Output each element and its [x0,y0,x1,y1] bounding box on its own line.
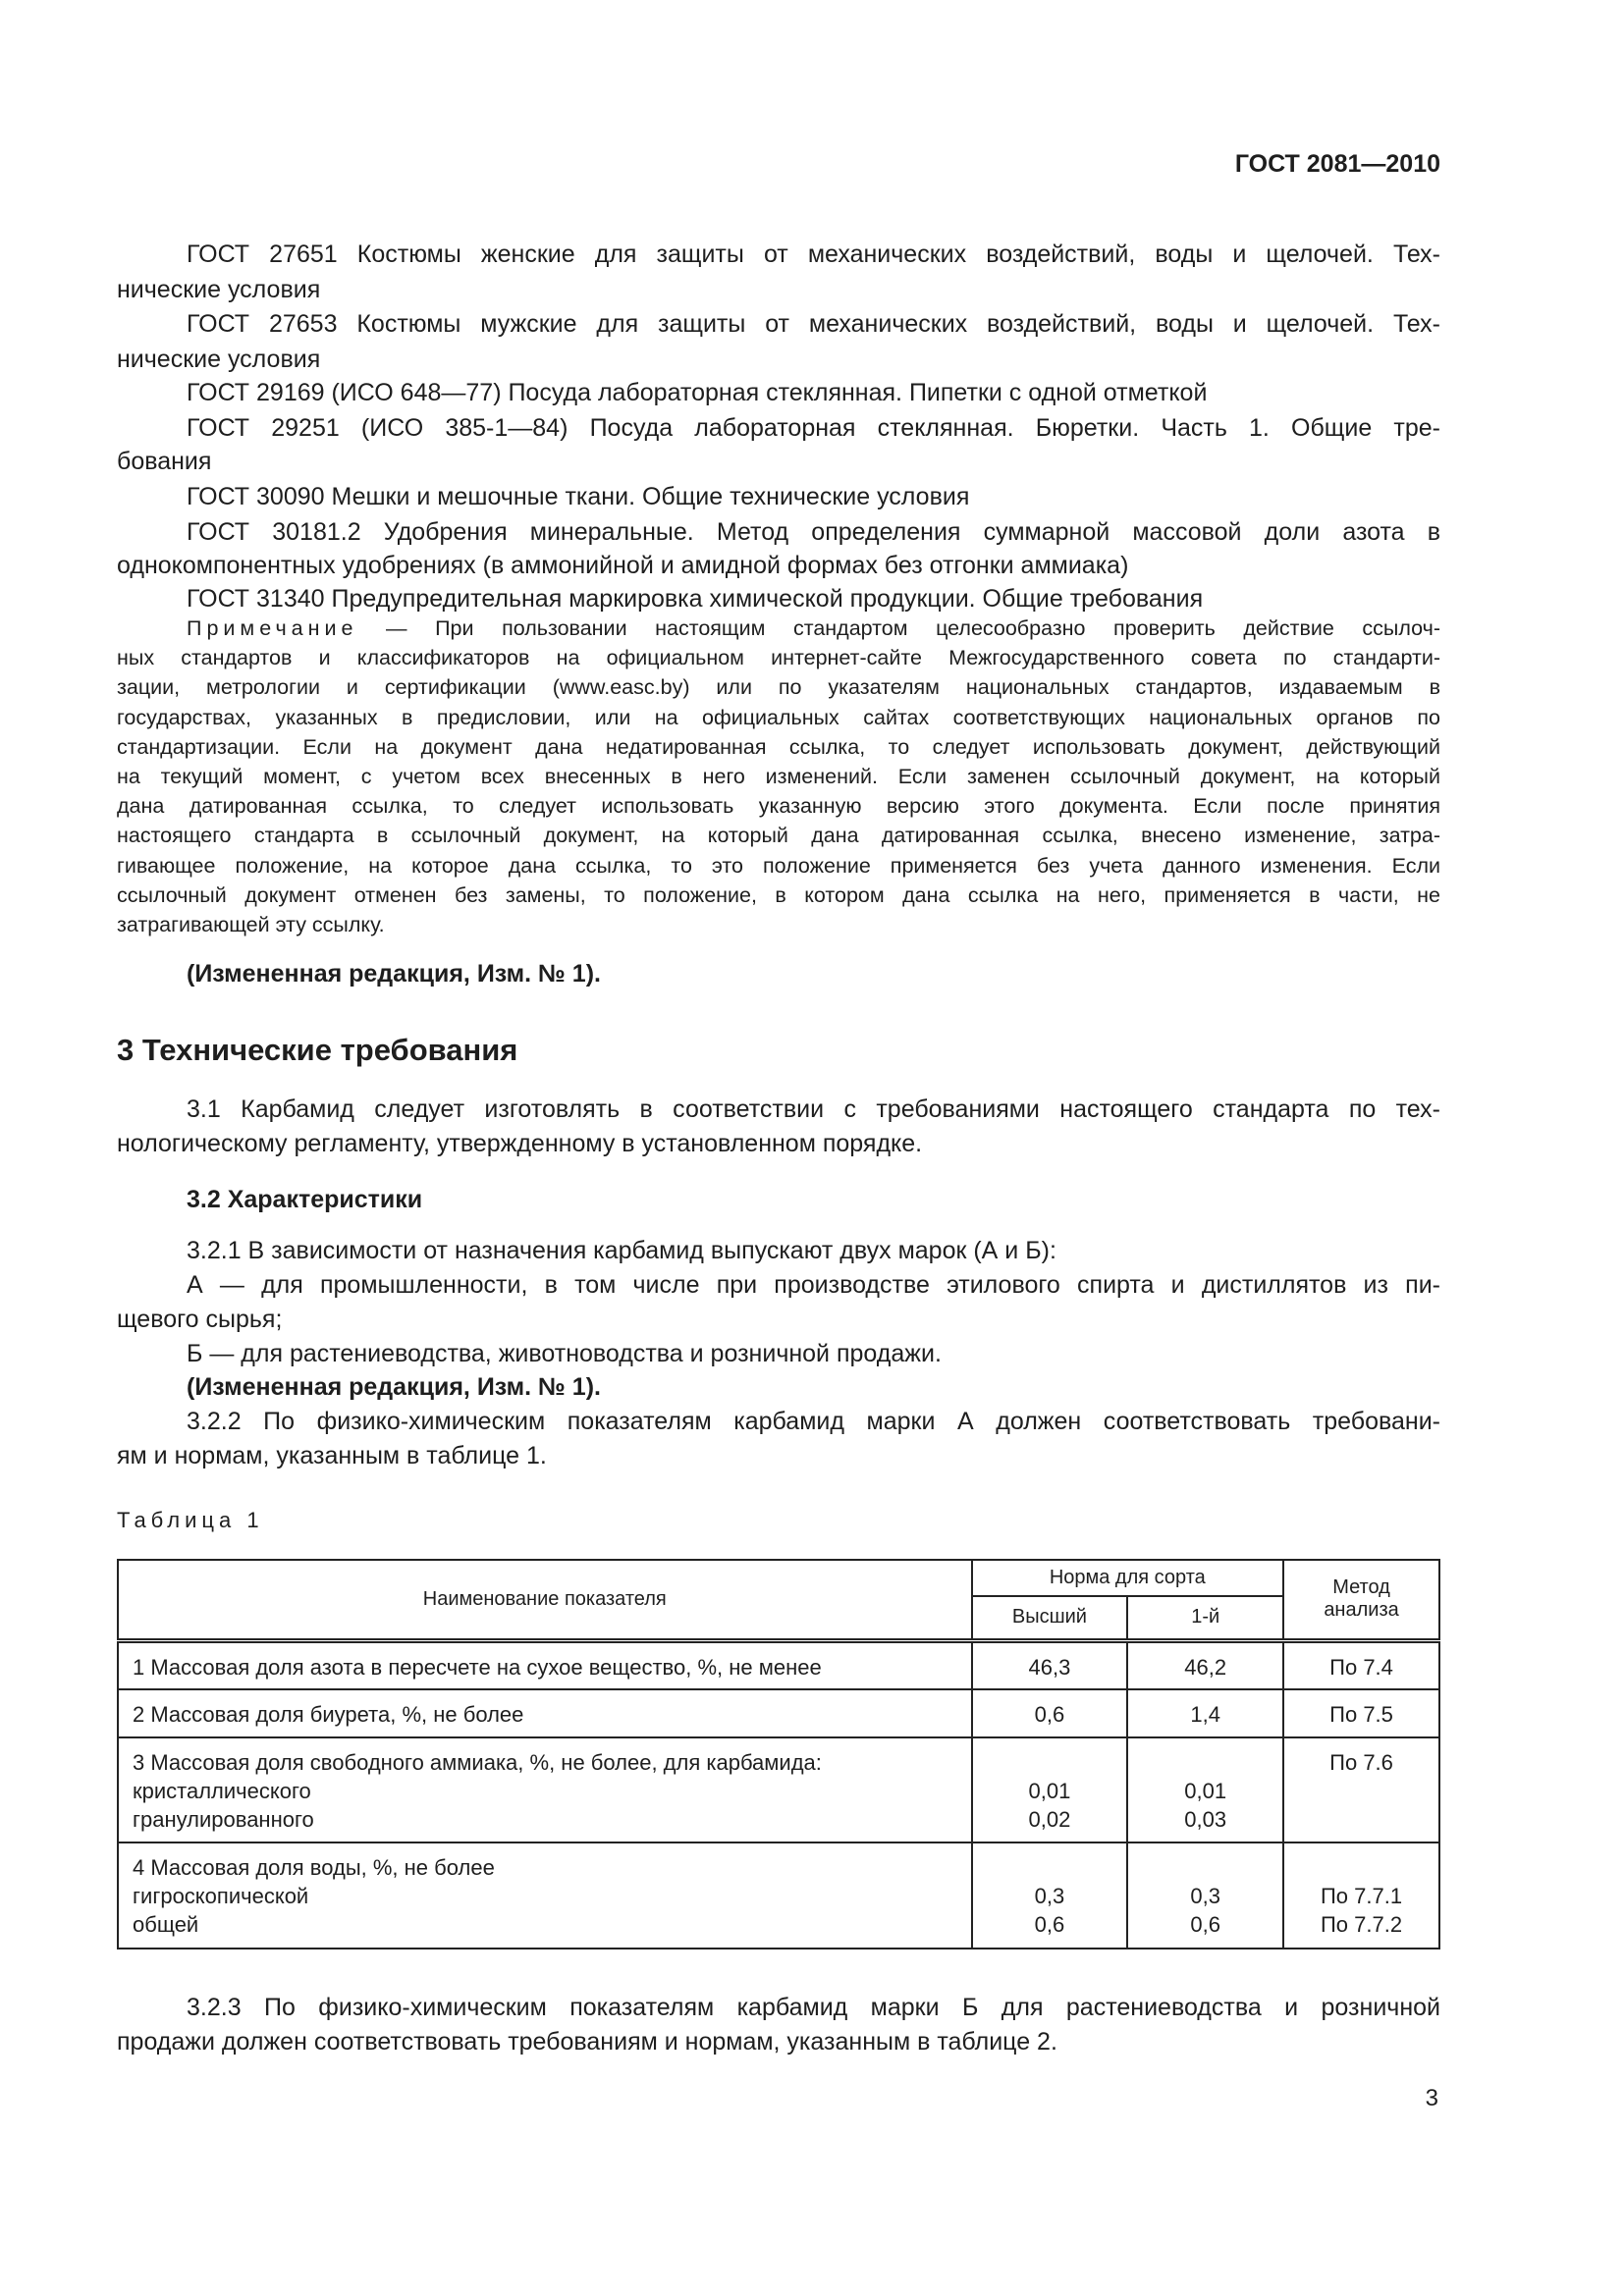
cell-line: По 7.6 [1329,1750,1393,1775]
reference-line: ГОСТ 30090 Мешки и мешочные ткани. Общие технические условия [187,483,970,510]
subsection-heading: 3.2 Характеристики [187,1186,423,1213]
cell-line [1128,1853,1282,1882]
cell-line: По 7.7.2 [1320,1912,1403,1937]
reference-line: нические условия [117,276,321,303]
note-line: затрагивающей эту ссылку. [117,913,385,936]
reference-line: ГОСТ 31340 Предупредительная маркировка химической продукции. Общие требования [187,585,1204,613]
cell-first [1127,1842,1283,1949]
cell-line: 0,3 [1034,1884,1065,1908]
cell-first [1127,1737,1283,1842]
cell-method [1283,1842,1439,1949]
reference-line: однокомпонентных удобрениях (в аммонийной и амидной формах без отгонки аммиака) [117,552,1129,579]
cell-top [972,1737,1128,1842]
table-row [118,1737,1439,1842]
cell-line [1128,1748,1282,1777]
reference-line: ГОСТ 29169 (ИСО 648—77) Посуда лабораторная стеклянная. Пипетки с одной отметкой [187,379,1208,406]
cell-line [1284,1853,1438,1882]
note-line: на текущий момент, с учетом всех внесенных в него изменений. Если заменен ссылочный документ, на который [117,765,1440,788]
cell-first [1127,1689,1283,1737]
col-header-method: Метод анализа [1283,1560,1439,1640]
cell-line [973,1748,1127,1777]
note-line: дана датированная ссылка, то следует использовать указанную версию этого документа. Если после принятия [117,794,1440,819]
paragraph-line: 3.2.1 В зависимости от назначения карбамид выпускают двух марок (А и Б): [187,1237,1056,1264]
reference-line: нические условия [117,346,321,373]
cell-line: общей [133,1912,199,1937]
document-header: ГОСТ 2081—2010 [1234,150,1440,178]
cell-top [972,1640,1128,1689]
note-line: гивающее положение, на которое дана ссылка, то это положение применяется без учета данного изменения. Если [117,853,1440,878]
table-row [118,1689,1439,1737]
cell-line: По 7.7.1 [1320,1884,1403,1908]
note-line: настоящего стандарта в ссылочный документ, на который дана датированная ссылка, внесено изменение, затра- [117,824,1440,848]
paragraph-line: ям и нормам, указанным в таблице 1. [117,1442,547,1469]
cell-line: 0,01 [1184,1779,1227,1803]
cell-method [1283,1689,1439,1737]
cell-line: 0,3 [1190,1884,1220,1908]
cell-line: 0,03 [1184,1807,1227,1832]
cell-line: кристаллического [133,1779,311,1803]
cell-line: 46,2 [1184,1654,1227,1680]
reference-line: ГОСТ 30181.2 Удобрения минеральные. Метод определения суммарной массовой доли азота в [187,518,1440,546]
cell-name [118,1689,972,1737]
cell-line [973,1853,1127,1882]
cell-line: 0,02 [1028,1807,1071,1832]
cell-name [118,1842,972,1949]
cell-line: 3 Массовая доля свободного аммиака, %, не более, для карбамида: [133,1750,822,1775]
amendment-note: (Измененная редакция, Изм. № 1). [187,960,601,988]
cell-name [118,1737,972,1842]
cell-line: По 7.4 [1329,1654,1393,1680]
cell-line: 2 Массовая доля биурета, %, не более [133,1702,524,1727]
cell-top [972,1842,1128,1949]
cell-top [972,1689,1128,1737]
note-line: стандартизации. Если на документ дана недатированная ссылка, то следует использовать документ, действующий [117,734,1440,759]
cell-method [1283,1640,1439,1689]
paragraph-line: нологическому регламенту, утвержденному в установленном порядке. [117,1130,923,1157]
cell-line: 1,4 [1190,1702,1220,1727]
reference-line: бования [117,448,212,475]
reference-line: ГОСТ 27653 Костюмы мужские для защиты от механических воздействий, воды и щелочей. Тех- [187,310,1440,338]
paragraph-line: А — для промышленности, в том числе при производстве этилового спирта и дистиллятов из пи- [187,1271,1440,1299]
note-line: зации, метрологии и сертификации (www.easc.by) или по указателям национальных стандартов, издаваемым в [117,675,1440,700]
reference-line: ГОСТ 27651 Костюмы женские для защиты от механических воздействий, воды и щелочей. Тех- [187,240,1440,268]
paragraph-line: 3.2.2 По физико-химическим показателям карбамид марки А должен соответствовать требовани- [187,1408,1440,1435]
reference-line: ГОСТ 29251 (ИСО 385-1—84) Посуда лабораторная стеклянная. Бюретки. Часть 1. Общие тре- [187,414,1440,442]
col-header-norm: Норма для сорта [972,1560,1284,1596]
table-1 [117,1559,1440,1949]
cell-line: 1 Массовая доля азота в пересчете на сухое вещество, %, не менее [133,1654,822,1680]
cell-method [1283,1737,1439,1842]
cell-line: 0,01 [1028,1779,1071,1803]
paragraph-line: щевого сырья; [117,1306,283,1333]
cell-line: 0,6 [1034,1702,1065,1727]
cell-line: 46,3 [1028,1654,1071,1680]
cell-line: 0,6 [1034,1912,1065,1937]
col-header-top-grade: Высший [972,1596,1128,1640]
paragraph-line: 3.1 Карбамид следует изготовлять в соответствии с требованиями настоящего стандарта по тех- [187,1095,1440,1123]
page-number: 3 [1425,2085,1438,2111]
paragraph-line: продажи должен соответствовать требованиям и нормам, указанным в таблице 2. [117,2028,1057,2056]
note-line [187,614,1440,642]
cell-line: гранулированного [133,1807,314,1832]
cell-line: 4 Массовая доля воды, %, не более [133,1855,495,1880]
col-header-name: Наименование показателя [118,1560,972,1640]
table-caption: Таблица 1 [117,1508,264,1532]
note-line: ных стандартов и классификаторов на официальном интернет-сайте Межгосударственного совета по стандарти- [117,646,1440,670]
paragraph-line: 3.2.3 По физико-химическим показателям карбамид марки Б для растениеводства и розничной [187,1994,1440,2021]
cell-line: По 7.5 [1329,1702,1393,1727]
paragraph-line: Б — для растениеводства, животноводства и розничной продажи. [187,1340,942,1367]
table-row [118,1842,1439,1949]
col-header-first-grade: 1-й [1127,1596,1283,1640]
amendment-note: (Измененная редакция, Изм. № 1). [187,1373,601,1401]
note-line: ссылочный документ отменен без замены, то положение, в котором дана ссылка на него, применяется в части, не [117,882,1440,907]
note-text: — При пользовании настоящим стандартом целесообразно проверить действие ссылоч- [357,616,1440,640]
cell-name [118,1640,972,1689]
note-label: Примечание [187,616,358,640]
section-heading: 3 Технические требования [117,1033,518,1067]
cell-first [1127,1640,1283,1689]
cell-line: 0,6 [1190,1912,1220,1937]
cell-line: гигроскопической [133,1884,309,1908]
table-row [118,1640,1439,1689]
note-line: государствах, указанных в предисловии, или на официальных сайтах соответствующих национальных органов по [117,705,1440,729]
